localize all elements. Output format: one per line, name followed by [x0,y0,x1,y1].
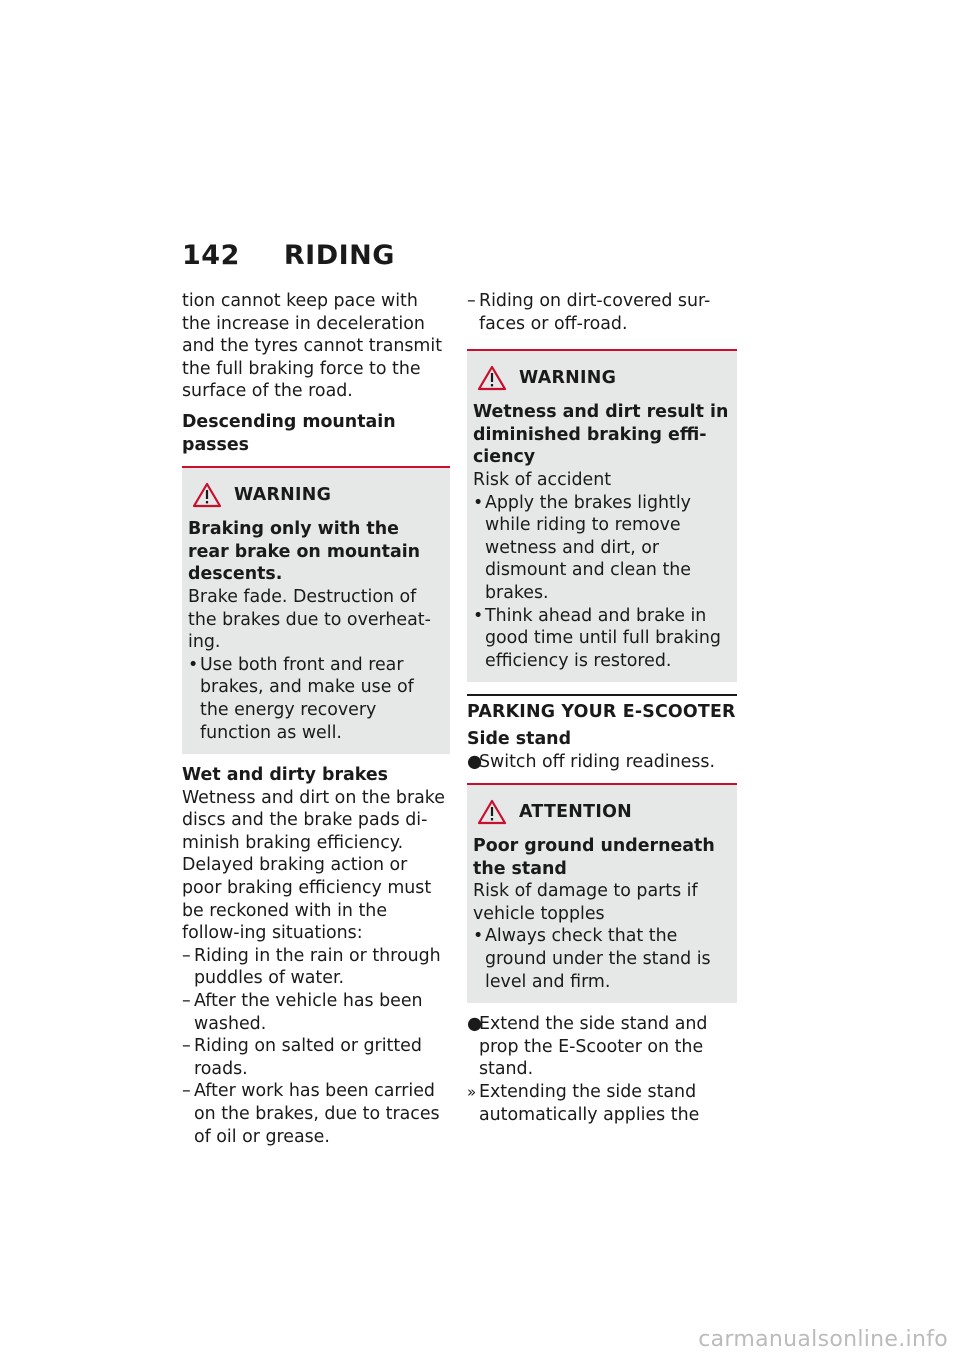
intro-text: tion cannot keep pace with the increase in deceleration and the tyres cannot transmit the full braking force to the surface of the road. [182,291,443,402]
list-item: ● Switch off riding readiness. [467,751,715,772]
warning-triangle-icon [477,365,507,391]
dash-text: After work has been carried on the brakes, due to traces of oil or grease. [194,1081,440,1147]
warning-text: Brake fade. Destruction of the brakes due to overheat-ing. [188,586,431,653]
list-item: » Extending the side stand automatically applies the [467,1081,737,1126]
bullet-text: Apply the brakes lightly while riding to remove wetness and dirt, or dismount and clean the brakes. [485,492,691,603]
attention-box [467,783,737,1003]
watermark: carmanualsonline.info [698,1327,948,1352]
page-header [182,240,395,271]
bullet-text: Think ahead and brake in good time until full braking efficiency is restored. [485,605,721,671]
section-title: RIDING [283,240,395,271]
warning-bold-text: Wetness and dirt result in diminished braking effi-ciency [473,402,729,468]
list-item: • Always check that the ground under the stand is level and firm. [473,925,731,993]
list-item: • Use both front and rear brakes, and make use of the energy recovery function as well. [188,654,444,744]
attention-bold-text: Poor ground underneath the stand [473,836,715,879]
list-item: – After work has been carried on the brakes, due to traces of oil or grease. [182,1080,450,1148]
list-item: – Riding on dirt-covered sur-faces or off-road. [467,290,737,335]
attention-header [473,799,731,825]
paragraph: Wetness and dirt on the brake discs and the brake pads di-minish braking efficiency. [182,787,445,853]
warning-bold-text: Braking only with the rear brake on mountain descents. [188,519,421,585]
warning-title: WARNING [519,367,617,388]
heading-wet-dirty: Wet and dirty brakes [182,765,389,786]
dash-text: Riding on dirt-covered sur-faces or off-road. [479,291,711,334]
step-text: Extend the side stand and prop the E-Scooter on the stand. [479,1014,708,1080]
warning-triangle-icon [192,482,222,508]
paragraph: Delayed braking action or poor braking efficiency must be reckoned with in the follow-ing situations: [182,855,432,944]
dash-text: Riding in the rain or through puddles of water. [194,945,441,989]
warning-header [188,482,444,508]
dash-text: After the vehicle has been washed. [194,991,423,1034]
warning-triangle-icon [477,799,507,825]
warning-box-mountain [182,466,450,754]
list-item: • Apply the brakes lightly while riding to remove wetness and dirt, or dismount and clean the brakes. [473,492,731,605]
warning-title: WARNING [234,484,332,505]
list-item: – After the vehicle has been washed. [182,990,450,1035]
step-text: Switch off riding readiness. [479,751,715,772]
list-item: – Riding in the rain or through puddles of water. [182,945,450,990]
dash-text: Riding on salted or gritted roads. [194,1036,422,1079]
page-number: 142 [182,240,240,271]
attention-title: ATTENTION [519,801,633,822]
bullet-text: Always check that the ground under the stand is level and firm. [485,926,711,992]
warning-box-wetness [467,349,737,682]
warning-text: Risk of accident [473,469,612,490]
right-column [467,290,737,1126]
heading-descending: Descending mountain passes [182,411,396,455]
heading-side-stand: Side stand [467,728,572,749]
left-column [182,290,450,1148]
section-heading-parking: PARKING YOUR E-SCOOTER [467,694,737,724]
bullet-text: Use both front and rear brakes, and make use of the energy recovery function as well. [200,654,414,743]
warning-header [473,365,731,391]
list-item: • Think ahead and brake in good time until full braking efficiency is restored. [473,605,731,673]
list-item: ● Extend the side stand and prop the E-Scooter on the stand. [467,1013,737,1081]
attention-text: Risk of damage to parts if vehicle topples [473,881,698,924]
list-item: – Riding on salted or gritted roads. [182,1035,450,1080]
result-text: Extending the side stand automatically applies the [479,1082,700,1125]
